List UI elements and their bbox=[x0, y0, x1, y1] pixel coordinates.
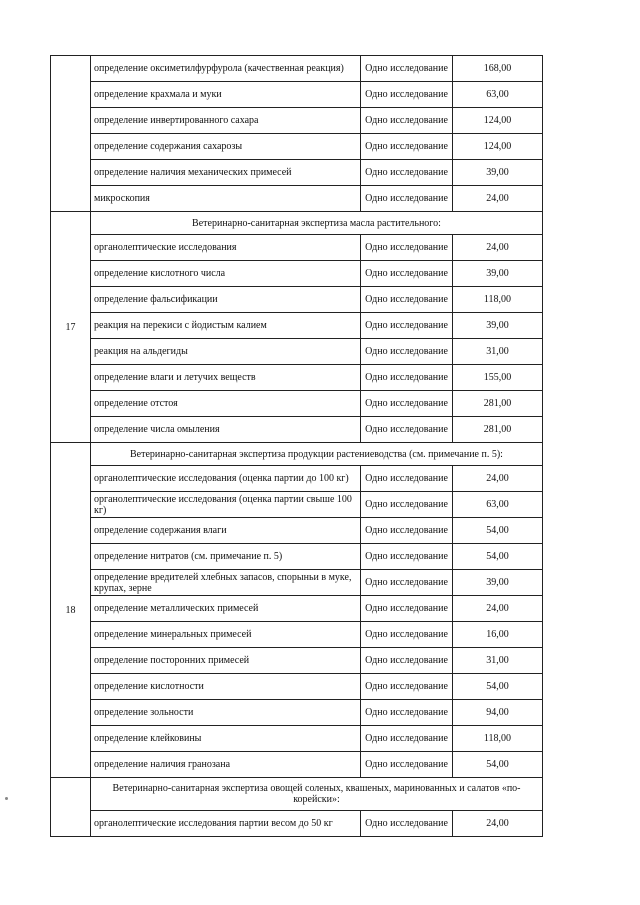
unit-cell: Одно исследование bbox=[361, 365, 453, 391]
table-row bbox=[51, 700, 543, 726]
price-cell: 54,00 bbox=[453, 544, 543, 570]
service-name: органолептические исследования (оценка партии до 100 кг) bbox=[91, 466, 361, 492]
table-row bbox=[51, 492, 543, 518]
service-name: реакция на перекиси с йодистым калием bbox=[91, 313, 361, 339]
price-cell: 31,00 bbox=[453, 339, 543, 365]
service-name: определение наличия механических примесей bbox=[91, 160, 361, 186]
table-row bbox=[51, 466, 543, 492]
price-cell: 63,00 bbox=[453, 492, 543, 518]
price-cell: 118,00 bbox=[453, 287, 543, 313]
unit-cell: Одно исследование bbox=[361, 596, 453, 622]
table-row bbox=[51, 186, 543, 212]
service-name: определение фальсификации bbox=[91, 287, 361, 313]
table-row bbox=[51, 235, 543, 261]
table-row bbox=[51, 674, 543, 700]
table-row bbox=[51, 82, 543, 108]
unit-cell: Одно исследование bbox=[361, 544, 453, 570]
price-cell: 118,00 bbox=[453, 726, 543, 752]
unit-cell: Одно исследование bbox=[361, 82, 453, 108]
price-cell: 281,00 bbox=[453, 417, 543, 443]
price-cell: 54,00 bbox=[453, 518, 543, 544]
service-name: органолептические исследования (оценка партии свыше 100 кг) bbox=[91, 492, 361, 518]
unit-cell: Одно исследование bbox=[361, 570, 453, 596]
service-name: определение кислотного числа bbox=[91, 261, 361, 287]
item-number-cell bbox=[51, 56, 91, 212]
unit-cell: Одно исследование bbox=[361, 622, 453, 648]
unit-cell: Одно исследование bbox=[361, 752, 453, 778]
service-name: определение крахмала и муки bbox=[91, 82, 361, 108]
unit-cell: Одно исследование bbox=[361, 518, 453, 544]
section-header: Ветеринарно-санитарная экспертиза масла растительного: bbox=[91, 212, 543, 235]
price-cell: 124,00 bbox=[453, 108, 543, 134]
unit-cell: Одно исследование bbox=[361, 700, 453, 726]
price-cell: 24,00 bbox=[453, 235, 543, 261]
table-row bbox=[51, 287, 543, 313]
service-name: определение инвертированного сахара bbox=[91, 108, 361, 134]
price-cell: 24,00 bbox=[453, 811, 543, 837]
section-header: Ветеринарно-санитарная экспертиза продукции растениеводства (см. примечание п. 5): bbox=[91, 443, 543, 466]
table-row bbox=[51, 313, 543, 339]
price-cell: 54,00 bbox=[453, 752, 543, 778]
price-cell: 281,00 bbox=[453, 391, 543, 417]
table-row bbox=[51, 518, 543, 544]
unit-cell: Одно исследование bbox=[361, 466, 453, 492]
table-row bbox=[51, 339, 543, 365]
table-row bbox=[51, 160, 543, 186]
unit-cell: Одно исследование bbox=[361, 726, 453, 752]
table-row bbox=[51, 752, 543, 778]
item-number-cell: 18 bbox=[51, 443, 91, 778]
price-table bbox=[50, 55, 543, 837]
unit-cell: Одно исследование bbox=[361, 492, 453, 518]
service-name: определение минеральных примесей bbox=[91, 622, 361, 648]
unit-cell: Одно исследование bbox=[361, 287, 453, 313]
scan-mark bbox=[5, 797, 8, 800]
service-name: определение наличия гранозана bbox=[91, 752, 361, 778]
service-name: определение вредителей хлебных запасов, спорыньи в муке, крупах, зерне bbox=[91, 570, 361, 596]
unit-cell: Одно исследование bbox=[361, 391, 453, 417]
table-row bbox=[51, 108, 543, 134]
table-row bbox=[51, 391, 543, 417]
service-name: органолептические исследования bbox=[91, 235, 361, 261]
price-cell: 24,00 bbox=[453, 596, 543, 622]
price-cell: 168,00 bbox=[453, 56, 543, 82]
service-name: определение посторонних примесей bbox=[91, 648, 361, 674]
service-name: определение оксиметилфурфурола (качественная реакция) bbox=[91, 56, 361, 82]
unit-cell: Одно исследование bbox=[361, 160, 453, 186]
service-name: определение влаги и летучих веществ bbox=[91, 365, 361, 391]
item-number-cell bbox=[51, 778, 91, 837]
service-name: реакция на альдегиды bbox=[91, 339, 361, 365]
price-cell: 39,00 bbox=[453, 160, 543, 186]
section-header-row bbox=[51, 778, 543, 811]
service-name: определение зольности bbox=[91, 700, 361, 726]
price-cell: 24,00 bbox=[453, 466, 543, 492]
table-row bbox=[51, 417, 543, 443]
price-cell: 94,00 bbox=[453, 700, 543, 726]
unit-cell: Одно исследование bbox=[361, 108, 453, 134]
unit-cell: Одно исследование bbox=[361, 674, 453, 700]
table-row bbox=[51, 365, 543, 391]
unit-cell: Одно исследование bbox=[361, 261, 453, 287]
service-name: определение содержания сахарозы bbox=[91, 134, 361, 160]
unit-cell: Одно исследование bbox=[361, 235, 453, 261]
price-cell: 54,00 bbox=[453, 674, 543, 700]
unit-cell: Одно исследование bbox=[361, 811, 453, 837]
table-row bbox=[51, 544, 543, 570]
unit-cell: Одно исследование bbox=[361, 56, 453, 82]
table-row bbox=[51, 134, 543, 160]
service-name: определение отстоя bbox=[91, 391, 361, 417]
table-row bbox=[51, 726, 543, 752]
price-cell: 39,00 bbox=[453, 313, 543, 339]
section-header-row bbox=[51, 443, 543, 466]
unit-cell: Одно исследование bbox=[361, 417, 453, 443]
service-name: определение металлических примесей bbox=[91, 596, 361, 622]
table-row bbox=[51, 570, 543, 596]
table-row bbox=[51, 261, 543, 287]
table-row bbox=[51, 596, 543, 622]
service-name: микроскопия bbox=[91, 186, 361, 212]
item-number-cell: 17 bbox=[51, 212, 91, 443]
price-cell: 39,00 bbox=[453, 570, 543, 596]
unit-cell: Одно исследование bbox=[361, 186, 453, 212]
table-row bbox=[51, 811, 543, 837]
price-cell: 24,00 bbox=[453, 186, 543, 212]
table-row bbox=[51, 56, 543, 82]
price-cell: 124,00 bbox=[453, 134, 543, 160]
price-cell: 31,00 bbox=[453, 648, 543, 674]
unit-cell: Одно исследование bbox=[361, 648, 453, 674]
price-cell: 16,00 bbox=[453, 622, 543, 648]
unit-cell: Одно исследование bbox=[361, 313, 453, 339]
service-name: определение кислотности bbox=[91, 674, 361, 700]
price-cell: 39,00 bbox=[453, 261, 543, 287]
section-header-row bbox=[51, 212, 543, 235]
table-row bbox=[51, 648, 543, 674]
unit-cell: Одно исследование bbox=[361, 134, 453, 160]
service-name: определение клейковины bbox=[91, 726, 361, 752]
table-row bbox=[51, 622, 543, 648]
service-name: определение числа омыления bbox=[91, 417, 361, 443]
price-cell: 63,00 bbox=[453, 82, 543, 108]
price-cell: 155,00 bbox=[453, 365, 543, 391]
service-name: определение нитратов (см. примечание п. 5) bbox=[91, 544, 361, 570]
service-name: органолептические исследования партии весом до 50 кг bbox=[91, 811, 361, 837]
section-header: Ветеринарно-санитарная экспертиза овощей соленых, квашеных, маринованных и салатов «по-корейски»: bbox=[91, 778, 543, 811]
unit-cell: Одно исследование bbox=[361, 339, 453, 365]
service-name: определение содержания влаги bbox=[91, 518, 361, 544]
